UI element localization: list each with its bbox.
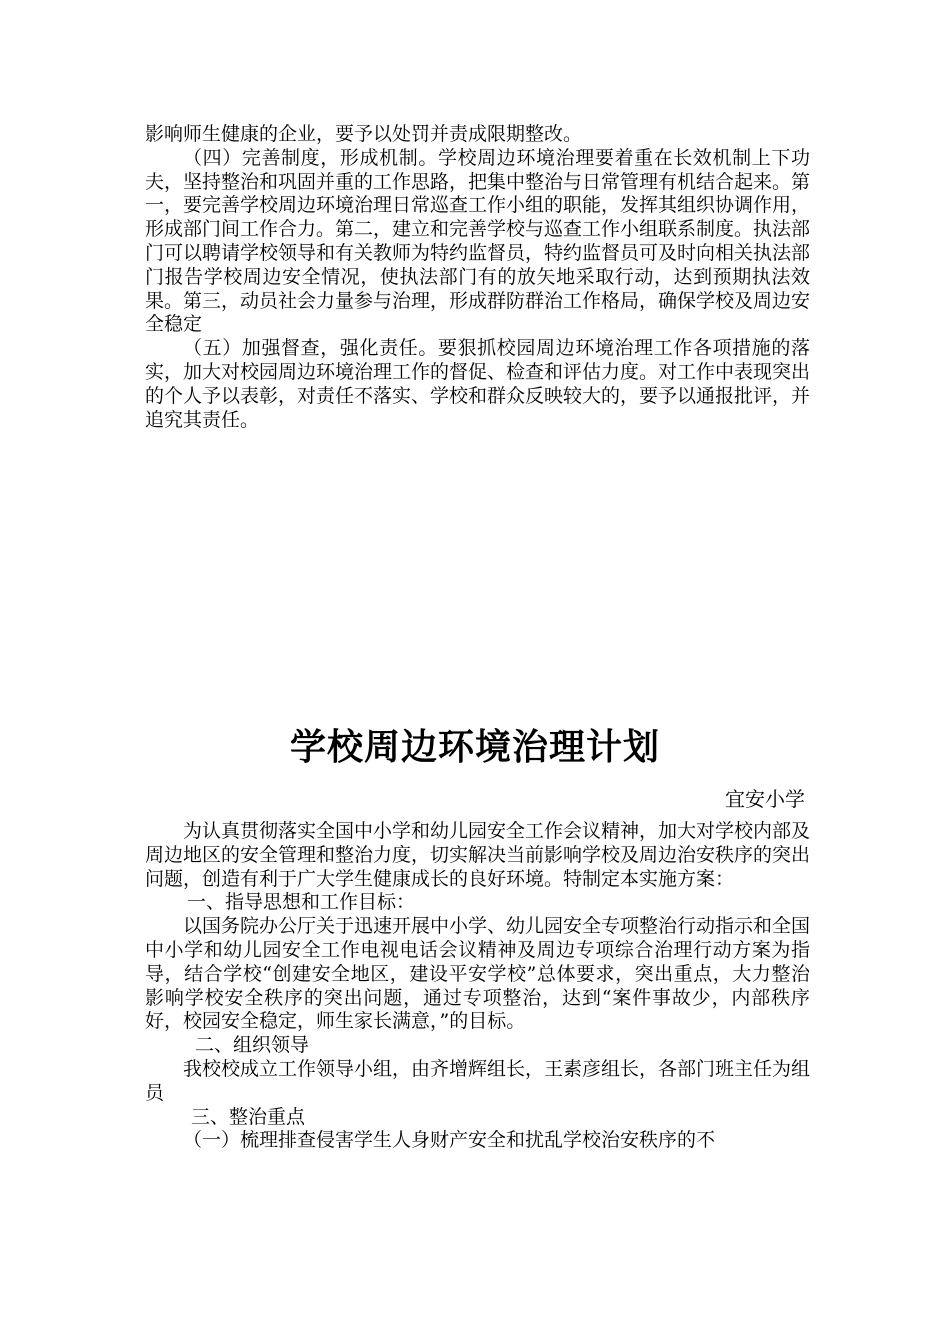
paragraph-section-four: （四）完善制度，形成机制。学校周边环境治理要着重在长效机制上下功夫，坚持整治和巩固并重的工作思路，把集中整治与日常管理有机结合起来。第一，要完善学校周边环境治理日常巡查工作小组的职能，发挥其组织协调作用，形成部门间工作合力。第二，建立和完善学校与巡查工作小组联系制度。执法部门可以聘请学校领导和有关教师为特约监督员，特约监督员可及时向相关执法部门报告学校周边安全情况，使执法部门有的放矢地采取行动，达到预期执法效果。第三，动员社会力量参与治理，形成群防群治工作格局，确保学校及周边安全稳定 bbox=[145, 146, 811, 336]
document-body bbox=[145, 820, 810, 1153]
document-title: 学校周边环境治理计划 bbox=[289, 727, 660, 768]
intro-paragraph: 为认真贯彻落实全国中小学和幼儿园安全工作会议精神，加大对学校内部及周边地区的安全管理和整治力度，切实解决当前影响学校及周边治安秩序的突出问题，创造有利于广大学生健康成长的良好环境。特制定本实施方案： bbox=[145, 820, 811, 890]
section-heading-key-points: 三、整治重点 bbox=[191, 1105, 306, 1128]
section-heading-guiding-ideas: 一、指导思想和工作目标： bbox=[187, 891, 416, 914]
paragraph-continuation: 影响师生健康的企业，要予以处罚并责成限期整改。 bbox=[145, 123, 583, 145]
section-body-guiding-ideas: 以国务院办公厅关于迅速开展中小学、幼儿园安全专项整治行动指示和全国中小学和幼儿园安全工作电视电话会议精神及周边专项综合治理行动方案为指导，结合学校“创建安全地区，建设平安学校”总体要求，突出重点，大力整治影响学校安全秩序的突出问题，通过专项整治，达到“案件事故少，内部秩序好，校园安全稳定，师生家长满意，”的目标。 bbox=[145, 915, 811, 1033]
paragraph-section-five: （五）加强督查，强化责任。要狠抓校园周边环境治理工作各项措施的落实，加大对校园周边环境治理工作的督促、检查和评估力度。对工作中表现突出的个人予以表彰，对责任不落实、学校和群众反映较大的，要予以通报批评，并追究其责任。 bbox=[145, 337, 811, 431]
previous-page-continuation bbox=[145, 123, 810, 432]
section-body-organization: 我校校成立工作领导小组，由齐增辉组长，王素彦组长，各部门班主任为组员 bbox=[145, 1057, 811, 1104]
section-item-one: （一）梳理排查侵害学生人身财产安全和扰乱学校治安秩序的不 bbox=[183, 1129, 716, 1152]
document-author: 宜安小学 bbox=[725, 787, 805, 811]
section-heading-organization: 二、组织领导 bbox=[195, 1034, 310, 1057]
